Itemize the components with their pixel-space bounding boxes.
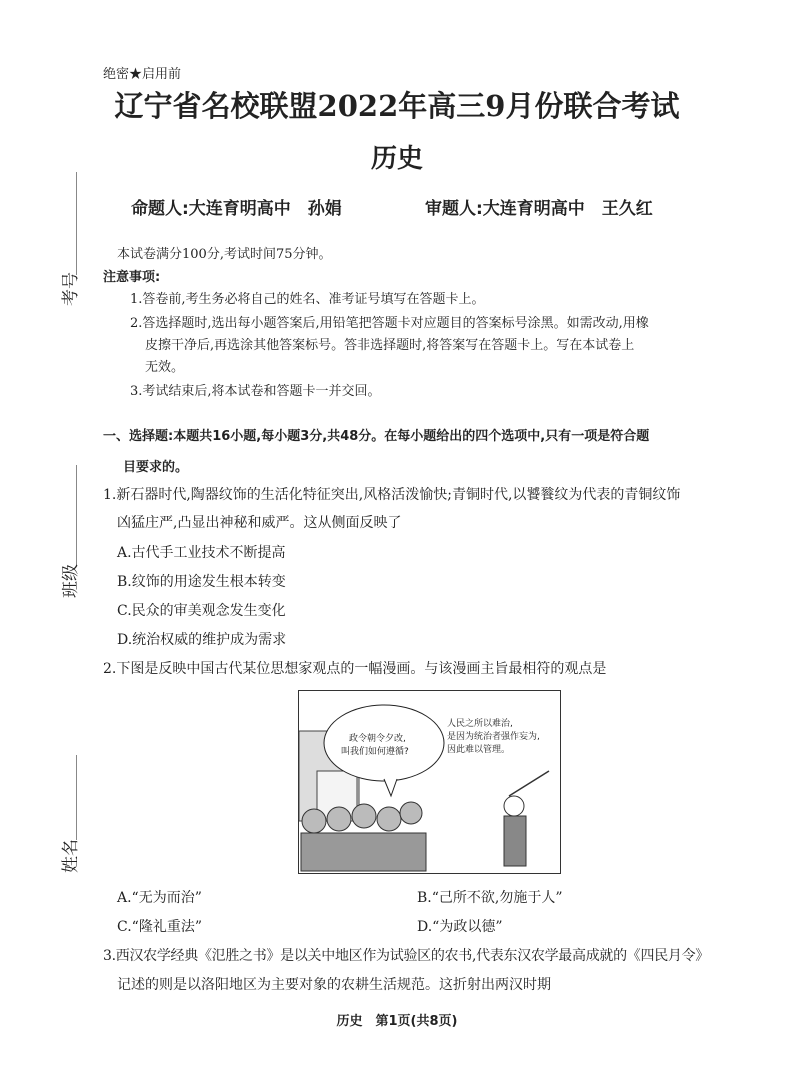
cartoon-illustration	[298, 690, 561, 874]
question-1-option-a: A.古代手工业技术不断提高	[117, 545, 286, 561]
question-3-stem: 3.西汉农学经典《氾胜之书》是以关中地区作为试验区的农书,代表东汉农学最高成就的《四民月令》	[103, 948, 710, 964]
section-heading-cont: 目要求的。	[123, 460, 189, 475]
question-3-stem-cont: 记述的则是以洛阳地区为主要对象的农耕生活规范。这折射出两汉时期	[117, 977, 551, 993]
note-item: 皮擦干净后,再选涂其他答案标号。答非选择题时,将答案写在答题卡上。写在本试卷上	[145, 338, 635, 353]
exam-intro: 本试卷满分100分,考试时间75分钟。	[117, 247, 332, 262]
question-1-option-d: D.统治权威的维护成为需求	[117, 632, 287, 648]
class-label: 班级	[61, 564, 81, 598]
reviewer-info: 审题人:大连育明高中 王久红	[425, 199, 653, 219]
teacher-figure	[504, 771, 549, 866]
exam-no-line	[76, 172, 77, 275]
notes-heading: 注意事项:	[103, 270, 161, 285]
question-1-stem-cont: 凶猛庄严,凸显出神秘和威严。这从侧面反映了	[117, 515, 402, 531]
name-label: 姓名	[61, 839, 81, 873]
class-line	[76, 465, 77, 565]
question-1-option-c: C.民众的审美观念发生变化	[117, 603, 286, 619]
confidential-label: 绝密★启用前	[103, 67, 182, 82]
question-2-option-c: C.“隆礼重法”	[117, 919, 202, 935]
question-2-option-a: A.“无为而治”	[117, 890, 202, 906]
note-item: 无效。	[145, 360, 185, 375]
name-line	[76, 755, 77, 840]
exam-no-label: 考号	[61, 272, 81, 306]
author-info: 命题人:大连育明高中 孙娟	[131, 199, 342, 219]
bubble-line-1: 政令朝令夕改,	[349, 734, 406, 744]
bubble-line-2: 叫我们如何遵循?	[341, 747, 409, 757]
note-item: 1.答卷前,考生务必将自己的姓名、准考证号填写在答题卡上。	[130, 292, 485, 307]
note-item: 3.考试结束后,将本试卷和答题卡一并交回。	[130, 384, 381, 399]
subject-title: 历史	[370, 144, 423, 174]
caption-line-2: 是因为统治者强作妄为,	[447, 732, 540, 742]
page-footer: 历史 第1页(共8页)	[336, 1014, 458, 1029]
note-item: 2.答选择题时,选出每小题答案后,用铅笔把答题卡对应题目的答案标号涂黑。如需改动,用橡	[130, 316, 649, 331]
crowd-figures	[301, 802, 426, 871]
question-2-option-b: B.“己所不欲,勿施于人”	[417, 890, 563, 906]
question-1-option-b: B.纹饰的用途发生根本转变	[117, 574, 286, 590]
question-2-stem: 2.下图是反映中国古代某位思想家观点的一幅漫画。与该漫画主旨最相符的观点是	[103, 661, 607, 677]
exam-title: 辽宁省名校联盟2022年高三9月份联合考试	[114, 89, 680, 123]
question-2-option-d: D.“为政以德”	[417, 919, 503, 935]
caption-line-1: 人民之所以难治,	[447, 719, 513, 729]
caption-line-3: 因此难以管理。	[447, 745, 511, 755]
question-1-stem: 1.新石器时代,陶器纹饰的生活化特征突出,风格活泼愉快;青铜时代,以饕餮纹为代表的青铜纹饰	[103, 487, 681, 503]
section-heading: 一、选择题:本题共16小题,每小题3分,共48分。在每小题给出的四个选项中,只有一项是符合题	[103, 429, 650, 444]
